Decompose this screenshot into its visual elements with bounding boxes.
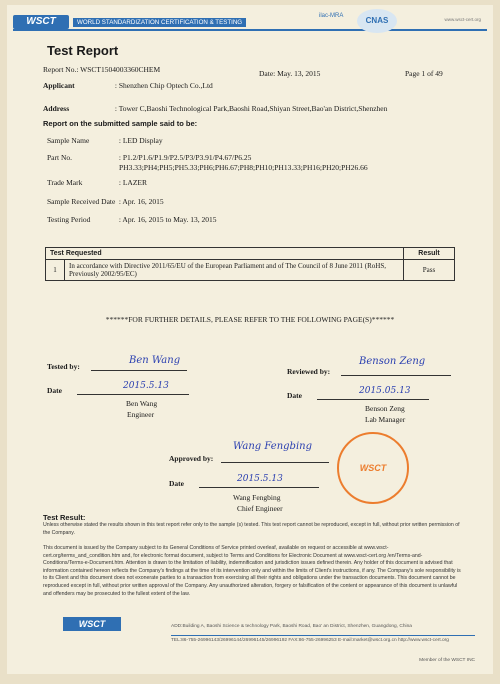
tested-title: Engineer	[127, 410, 155, 419]
approved-date-label: Date	[169, 479, 184, 488]
header-divider	[13, 29, 487, 31]
reviewed-name: Benson Zeng	[365, 404, 405, 413]
sample-name-label: Sample Name	[47, 136, 90, 145]
report-no: Report No.: WSCT1504003360CHEM	[43, 65, 161, 74]
tested-name: Ben Wang	[126, 399, 158, 408]
website: www.wsct-cert.org	[444, 17, 481, 22]
tested-date-label: Date	[47, 386, 62, 395]
report-page	[7, 5, 493, 674]
approved-by-line	[221, 462, 329, 463]
cnas-logo: CNAS	[357, 9, 397, 33]
sample-name-value: : LED Display	[118, 136, 163, 145]
table-row	[46, 260, 455, 281]
tested-by-line	[91, 370, 187, 371]
ilac-logo: ilac-MRA	[319, 13, 344, 19]
fine-print-2: This document is issued by the Company subject to its General Conditions of Service printed overleaf, available on request or accessible at www.wsct-cert.org/terms_and_condition.htm and, for electronic format document, subject to Terms and Conditions for Electronic Document at www.wsct-cert.org /en/Terms-and-Conditions/Terms-e-Document.htm. Attention is drawn to the limitation of liability, indemnification and jurisdiction issues defined therein. Any holder of this document is advised that information contained hereon reflects the Company's findings at the time of its intervention only and within the limits of Client's instructions, if any. The Company's sole responsibility is to its Client and this document does not exonerate parties to a transaction from exercising all their rights and obligations under the transaction documents. This document cannot be reproduced except in full, without prior written approval of the Company. Any unauthorized alteration, forgery or falsification of the content or appearance of this document is unlawful and offenders may be prosecuted to the fullest extent of the law.	[43, 545, 461, 597]
testing-label: Testing Period	[47, 215, 91, 224]
approved-date-line	[199, 487, 319, 488]
wsct-logo: WSCT	[13, 15, 69, 29]
part-no-value-2: PH3.33;PH4;PH5;PH5.33;PH6;PH6.67;PH8;PH10;PH13.33;PH16;PH20;PH26.66	[119, 163, 368, 172]
header	[7, 5, 493, 39]
report-date: Date: May. 13, 2015	[259, 69, 321, 78]
trade-mark-label: Trade Mark	[47, 178, 83, 187]
address-label: Address	[43, 104, 70, 113]
applicant-row	[43, 81, 213, 90]
approved-by-label: Approved by:	[169, 454, 214, 463]
footer-wsct-logo: WSCT	[63, 617, 121, 631]
reviewed-date-label: Date	[287, 391, 302, 400]
company-stamp: WSCT	[337, 432, 409, 504]
trade-mark-row	[47, 178, 147, 187]
col-result: Result	[404, 248, 455, 260]
org-name: WORLD STANDARDIZATION CERTIFICATION & TESTING	[73, 18, 246, 27]
reviewed-by-line	[341, 375, 451, 376]
address-value: : Tower C,Baoshi Technological Park,Baoshi Road,Shiyan Street,Bao'an District,Shenzhen	[114, 104, 388, 113]
further-details-note: ******FOR FURTHER DETAILS, PLEASE REFER TO THE FOLLOWING PAGE(S)******	[105, 315, 395, 324]
reviewed-by-signature: Benson Zeng	[359, 356, 426, 367]
approved-name: Wang Fengbing	[233, 493, 281, 502]
report-title: Test Report	[47, 43, 119, 58]
tested-by-signature: Ben Wang	[129, 355, 181, 366]
tested-date-line	[77, 394, 189, 395]
tested-date-handwritten: 2015.5.13	[123, 381, 169, 391]
address-row	[43, 104, 387, 113]
row-result: Pass	[404, 260, 455, 281]
applicant-label: Applicant	[43, 81, 75, 90]
reviewed-title: Lab Manager	[365, 415, 406, 424]
part-no-value-1: : P1.2/P1.6/P1.9/P2.5/P3/P3.91/P4.67/P6.25	[118, 153, 252, 162]
fine-print-1: Unless otherwise stated the results shown in this test report refer only to the sample (s) tested. This test report cannot be reproduced, except in full, without prior written permission of the Company.	[43, 522, 460, 536]
col-test-requested: Test Requested	[46, 248, 404, 260]
reviewed-by-label: Reviewed by:	[287, 367, 331, 376]
row-description: In accordance with Directive 2011/65/EU of the European Parliament and of The Council of 8 June 2011 (RoHS, Previously 2002/95/EC)	[65, 260, 404, 281]
testing-value: : Apr. 16, 2015 to May. 13, 2015	[118, 215, 217, 224]
approved-title: Chief Engineer	[237, 504, 283, 513]
reviewed-date-handwritten: 2015.05.13	[359, 386, 411, 396]
received-value: : Apr. 16, 2015	[118, 197, 164, 206]
footer-address: ADD:Building A, Baoshi Science & technology Park, Baoshi Road, Bao' an District, Shenzhen, Guangdong, China	[171, 624, 412, 629]
table-header-row	[46, 248, 455, 260]
page-number: Page 1 of 49	[405, 69, 443, 78]
footer-contact: TEL:86-755-26996143/26996144/26996145/26996192 FAX:86-755-26996253 E-mail:market@wsct.org.cn http://www.wsct-cert.org	[171, 638, 449, 643]
received-label: Sample Received Date	[47, 197, 116, 206]
row-number: 1	[46, 260, 65, 281]
part-no-label: Part No.	[47, 153, 72, 162]
footer-divider	[171, 635, 475, 636]
test-result-title: Test Result:	[43, 513, 86, 522]
reviewed-date-line	[317, 399, 429, 400]
approved-by-signature: Wang Fengbing	[233, 441, 312, 452]
applicant-value: : Shenzhen Chip Optech Co.,Ltd	[114, 81, 213, 90]
received-row	[47, 197, 164, 206]
sample-name-row	[47, 136, 163, 145]
test-requested-table	[45, 247, 455, 281]
footer-member: Member of the WSCT INC	[419, 658, 475, 663]
trade-mark-value: : LAZER	[118, 178, 147, 187]
tested-by-label: Tested by:	[47, 362, 80, 371]
approved-date-handwritten: 2015.5.13	[237, 474, 283, 484]
testing-row	[47, 215, 217, 224]
sample-section-title: Report on the submitted sample said to be:	[43, 119, 198, 128]
part-no-row	[47, 153, 251, 162]
